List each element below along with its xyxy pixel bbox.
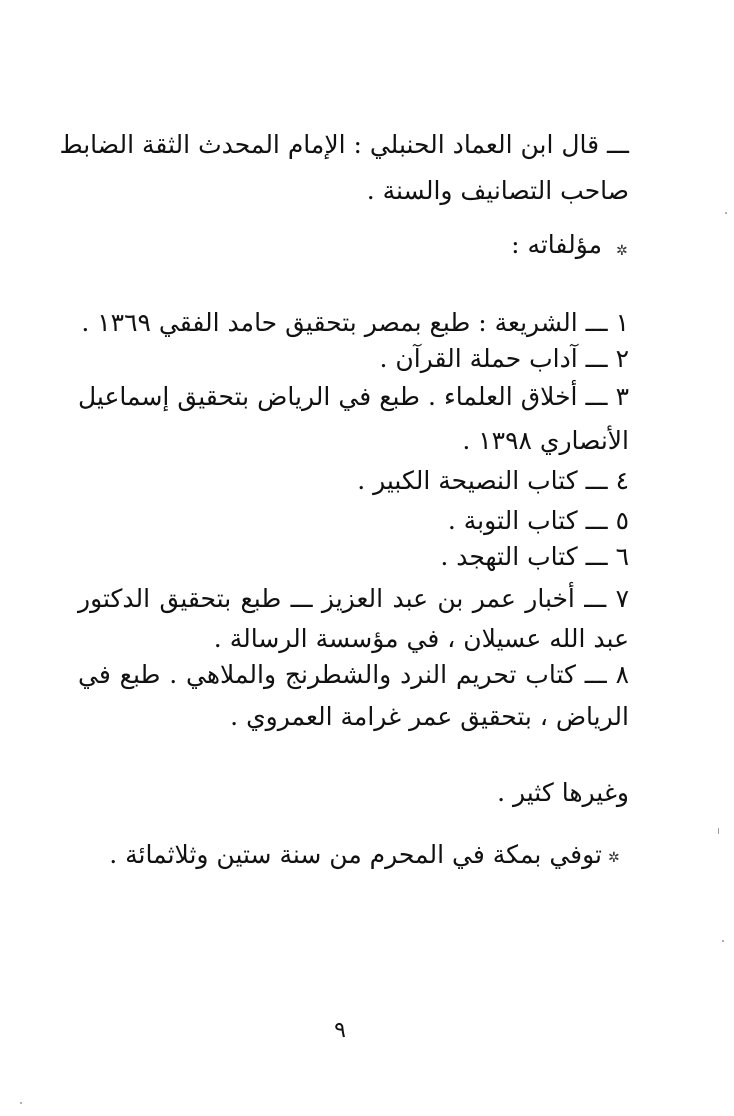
work-item-8-line-2: الرياض ، بتحقيق عمر غرامة العمروي . xyxy=(230,702,629,731)
work-item-7-line-1: ٧ ـــ أخبار عمر بن عبد العزيز ـــ طبع بتحقيق الدكتور xyxy=(78,584,629,613)
scan-speck xyxy=(725,212,727,214)
quote-line-2: صاحب التصانيف والسنة . xyxy=(366,176,629,205)
works-heading: مؤلفاته : xyxy=(511,230,602,259)
scan-speck xyxy=(718,828,719,834)
quote-line-1: ـــ قال ابن العماد الحنبلي : الإمام المحدث الثقة الضابط xyxy=(59,130,629,159)
work-item-6: ٦ ـــ كتاب التهجد . xyxy=(440,542,629,571)
page-number: ٩ xyxy=(334,1018,346,1043)
work-item-2: ٢ ـــ آداب حملة القرآن . xyxy=(379,344,629,373)
work-item-8-line-1: ٨ ـــ كتاب تحريم النرد والشطرنج والملاهي . طبع في xyxy=(78,660,629,689)
closing-line: وغيرها كثير . xyxy=(497,778,629,807)
work-item-3-line-1: ٣ ـــ أخلاق العلماء . طبع في الرياض بتحقيق إسماعيل xyxy=(78,382,629,411)
death-note: توفي بمكة في المحرم من سنة ستين وثلاثمائة . xyxy=(109,840,602,869)
work-item-4: ٤ ـــ كتاب النصيحة الكبير . xyxy=(357,466,629,495)
work-item-5: ٥ ـــ كتاب التوبة . xyxy=(447,506,629,535)
bullet-star-icon-2: ✲ xyxy=(608,850,620,866)
bullet-star-icon: ✲ xyxy=(616,243,628,259)
work-item-3-line-2: الأنصاري ١٣٩٨ . xyxy=(462,426,629,455)
scan-speck xyxy=(722,940,724,942)
work-item-7-line-2: عبد الله عسيلان ، في مؤسسة الرسالة . xyxy=(213,624,629,653)
work-item-1: ١ ـــ الشريعة : طبع بمصر بتحقيق حامد الفقي ١٣٦٩ . xyxy=(81,308,629,337)
scan-speck xyxy=(20,1102,22,1104)
